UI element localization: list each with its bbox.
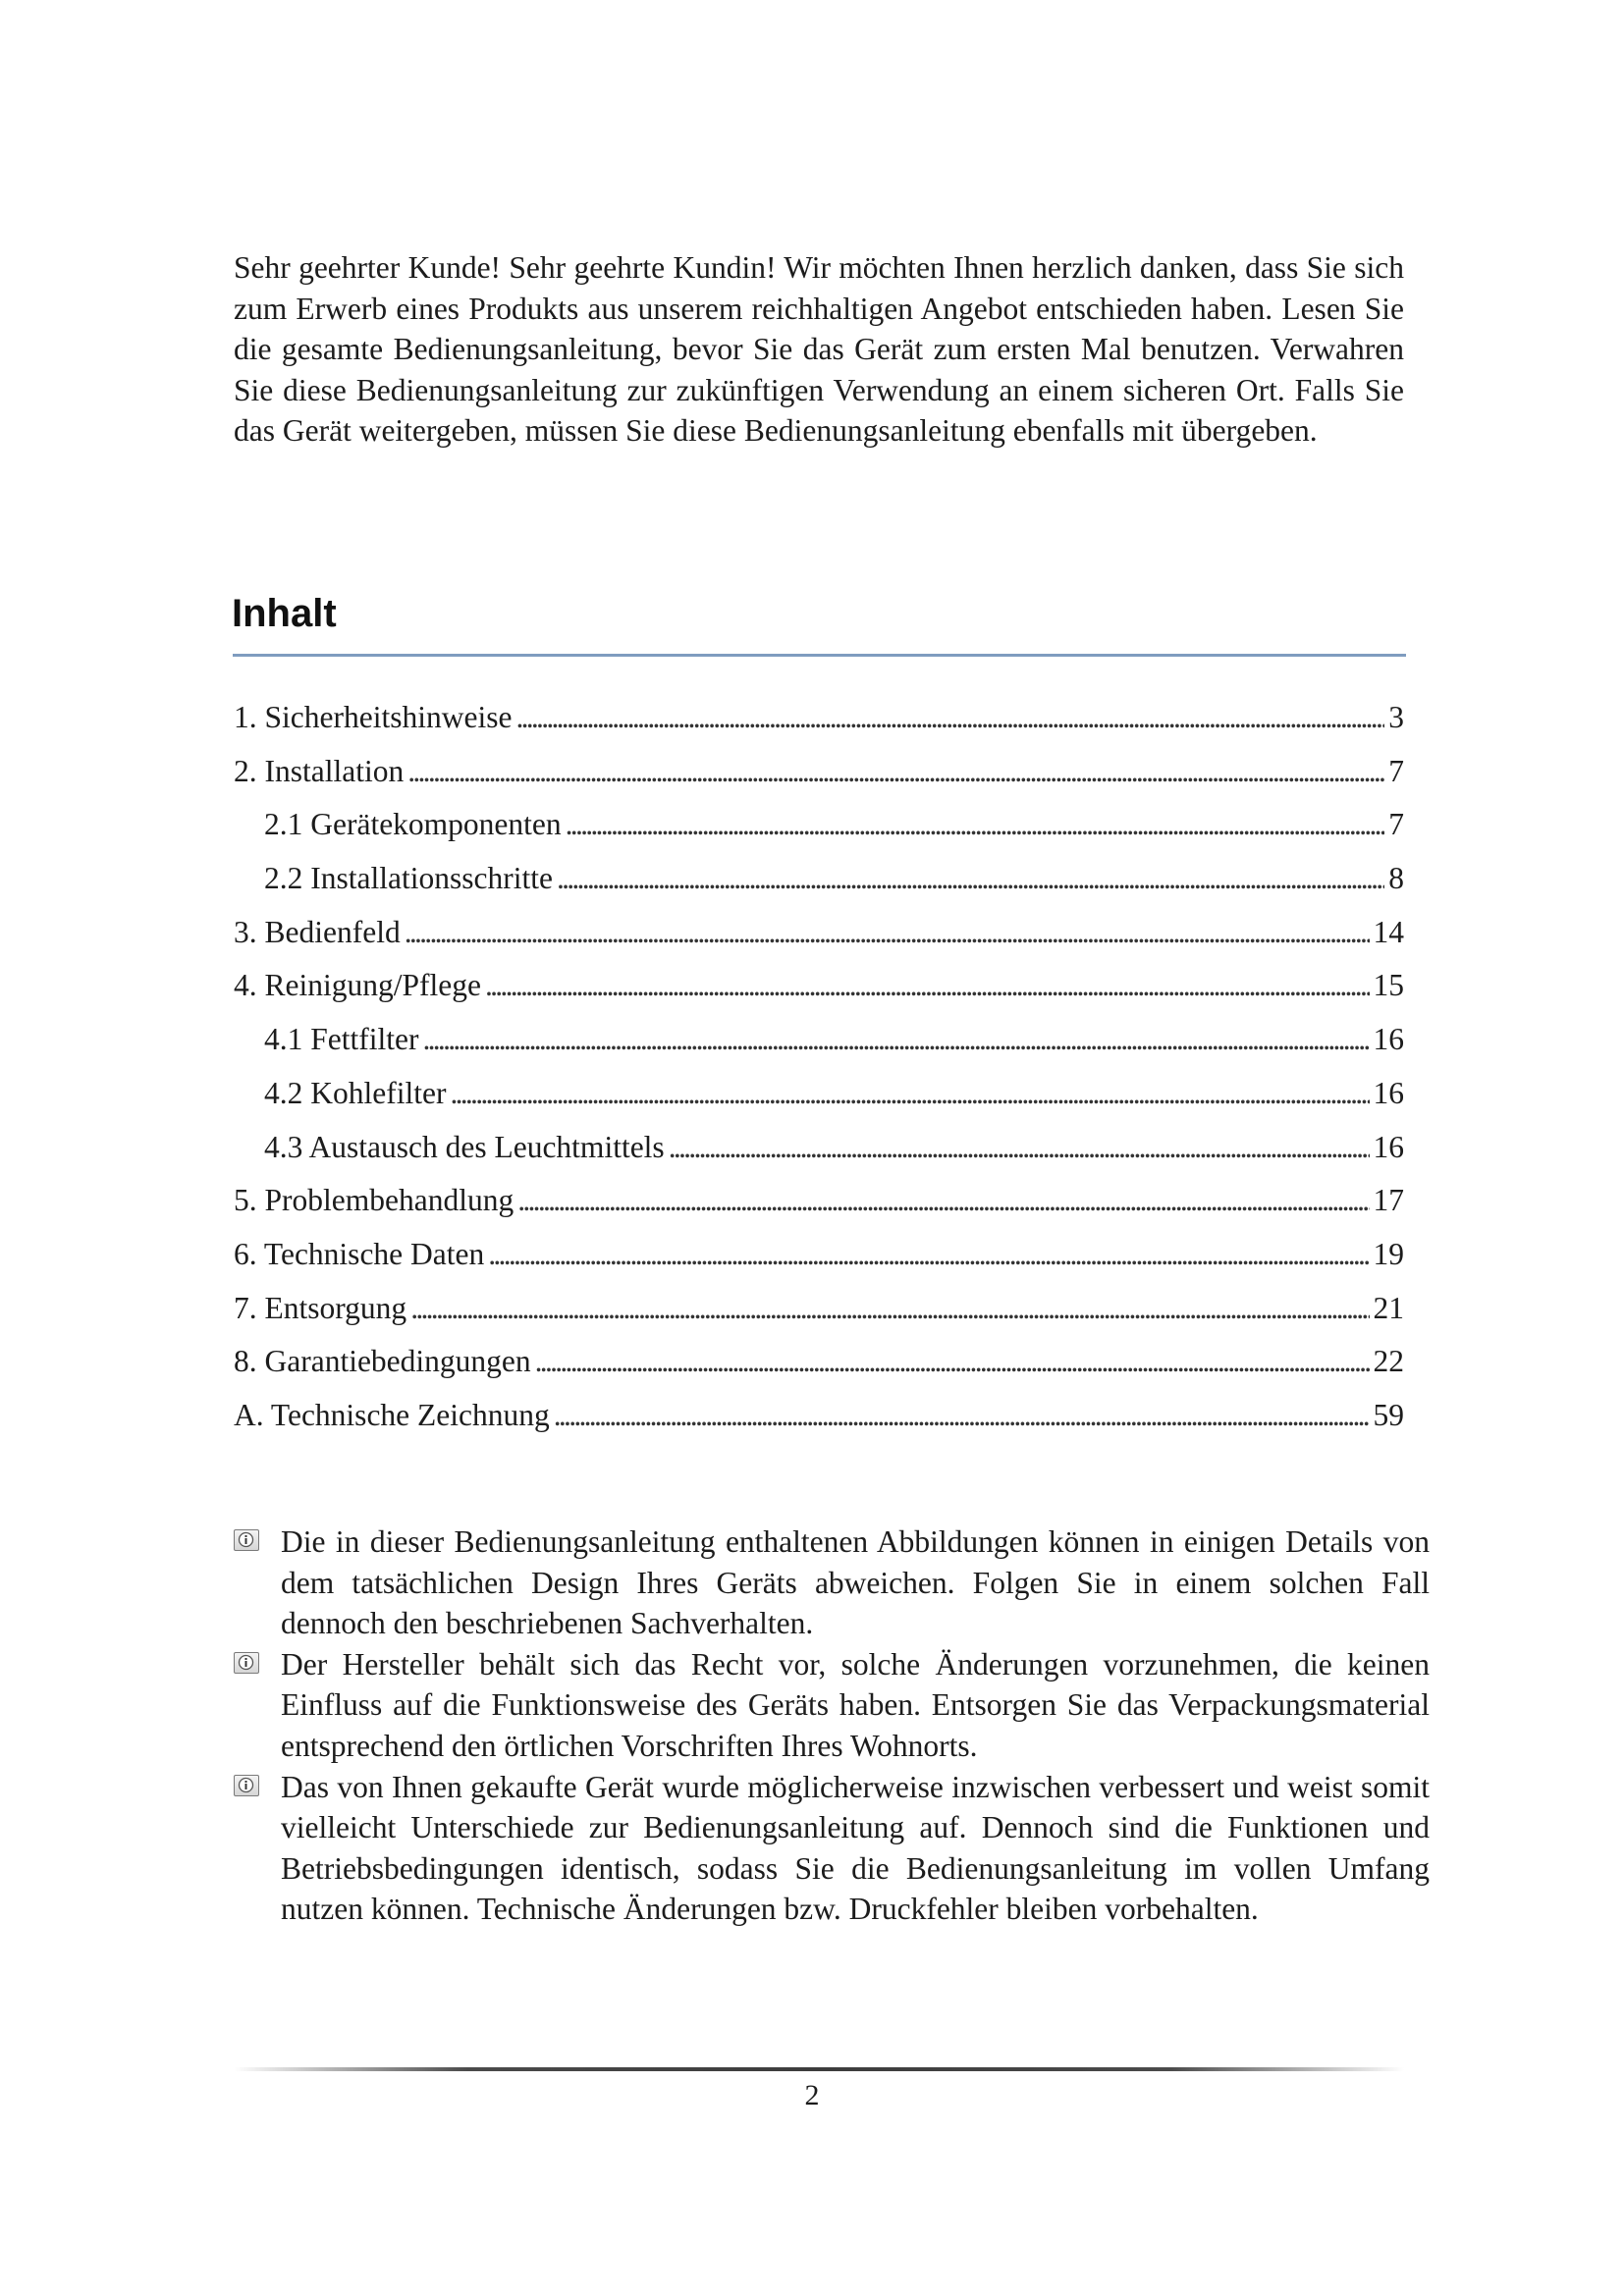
toc-divider <box>233 654 1406 657</box>
info-icon <box>234 1652 259 1674</box>
toc-dot-leader <box>422 1020 1369 1059</box>
toc-entry-title: 1. Sicherheitshinweise <box>234 700 513 734</box>
toc-entry-title: 4.3 Austausch des Leuchtmittels <box>264 1129 665 1164</box>
toc-entry-page: 16 <box>1373 1129 1404 1164</box>
toc-entry-page: 16 <box>1373 1022 1404 1057</box>
toc-dot-leader <box>407 752 1384 791</box>
toc-dot-leader <box>488 1235 1369 1274</box>
info-note <box>234 1522 1430 1644</box>
toc-dot-leader <box>450 1074 1369 1113</box>
toc-entry-page: 15 <box>1373 968 1404 1003</box>
toc-heading: Inhalt <box>232 592 337 635</box>
toc-entry-title: 4.1 Fettfilter <box>264 1022 419 1057</box>
toc-subentry[interactable] <box>234 805 1404 859</box>
info-note-text: Das von Ihnen gekaufte Gerät wurde möglicherweise inzwischen verbessert und weist somit vielleicht Unterschiede zur Bedienungsanleitung auf. Dennoch sind die Funktionen und Betriebsbedingungen identisch, sodass Sie die Bedienungsanleitung im vollen Umfang nutzen können. Technische Änderungen bzw. Druckfehler bleiben vorbehalten. <box>281 1769 1430 1927</box>
toc-entry-page: 14 <box>1373 914 1404 949</box>
toc-dot-leader <box>485 966 1370 1005</box>
toc-entry-page: 59 <box>1373 1397 1404 1432</box>
table-of-contents <box>234 698 1404 1450</box>
toc-subentry[interactable] <box>234 859 1404 913</box>
info-icon <box>234 1529 259 1551</box>
intro-paragraph: Sehr geehrter Kunde! Sehr geehrte Kundin! Wir möchten Ihnen herzlich danken, dass Sie sich zum Erwerb eines Produkts aus unserem reichhaltigen Angebot entschieden haben. Lesen Sie die gesamte Bedienungsanleitung, bevor Sie das Gerät zum ersten Mal benutzen. Verwahren Sie diese Bedienungsanleitung zur zukünftigen Verwendung an einem sicheren Ort. Falls Sie das Gerät weitergeben, müssen Sie diese Bedienungsanleitung ebenfalls mit übergeben. <box>234 250 1404 449</box>
toc-entry-title: 2.2 Installationsschritte <box>264 861 553 896</box>
info-icon <box>234 1775 259 1796</box>
toc-dot-leader <box>517 1181 1369 1220</box>
toc-entry[interactable] <box>234 1181 1404 1235</box>
toc-entry-title: 5. Problembehandlung <box>234 1183 514 1218</box>
toc-entry[interactable] <box>234 966 1404 1020</box>
toc-dot-leader <box>535 1342 1370 1381</box>
toc-entry[interactable] <box>234 1342 1404 1396</box>
toc-entry-page: 19 <box>1373 1236 1404 1271</box>
toc-entry-title: 2. Installation <box>234 753 405 788</box>
toc-subentry[interactable] <box>234 1128 1404 1182</box>
toc-entry-page: 22 <box>1373 1344 1404 1379</box>
info-note <box>234 1644 1430 1767</box>
footer-divider <box>234 2067 1404 2071</box>
toc-entry-page: 7 <box>1388 753 1404 788</box>
toc-entry[interactable] <box>234 1235 1404 1289</box>
toc-entry[interactable] <box>234 913 1404 967</box>
info-notes <box>234 1522 1430 1930</box>
toc-entry-page: 17 <box>1373 1183 1404 1218</box>
toc-entry-title: 3. Bedienfeld <box>234 914 401 949</box>
toc-entry-title: 7. Entsorgung <box>234 1290 407 1325</box>
toc-dot-leader <box>669 1128 1370 1167</box>
toc-dot-leader <box>405 913 1370 952</box>
toc-entry-title: 4. Reinigung/Pflege <box>234 968 481 1003</box>
toc-entry-title: 2.1 Gerätekomponenten <box>264 807 562 842</box>
toc-entry[interactable] <box>234 752 1404 806</box>
toc-entry-title: 6. Technische Daten <box>234 1236 485 1271</box>
toc-dot-leader <box>410 1289 1369 1328</box>
toc-dot-leader <box>566 805 1385 844</box>
toc-entry-page: 3 <box>1388 700 1404 734</box>
toc-entry-title: 4.2 Kohlefilter <box>264 1075 447 1110</box>
toc-entry[interactable] <box>234 1396 1404 1450</box>
toc-entry-title: A. Technische Zeichnung <box>234 1397 550 1432</box>
toc-entry[interactable] <box>234 698 1404 752</box>
toc-dot-leader <box>557 859 1384 898</box>
page-number: 2 <box>804 2079 820 2111</box>
toc-entry-page: 8 <box>1388 861 1404 896</box>
toc-dot-leader <box>554 1396 1370 1435</box>
toc-subentry[interactable] <box>234 1074 1404 1128</box>
toc-entry[interactable] <box>234 1289 1404 1343</box>
toc-entry-page: 7 <box>1388 807 1404 842</box>
toc-entry-page: 21 <box>1373 1290 1404 1325</box>
toc-entry-title: 8. Garantiebedingungen <box>234 1344 531 1379</box>
toc-dot-leader <box>515 698 1384 737</box>
info-note <box>234 1767 1430 1930</box>
info-note-text: Der Hersteller behält sich das Recht vor, solche Änderungen vorzunehmen, die keinen Einfluss auf die Funktionsweise des Geräts haben. Entsorgen Sie das Verpackungsmaterial entsprechend den örtlichen Vorschriften Ihres Wohnorts. <box>281 1646 1430 1763</box>
toc-subentry[interactable] <box>234 1020 1404 1074</box>
info-note-text: Die in dieser Bedienungsanleitung enthaltenen Abbildungen können in einigen Details von dem tatsächlichen Design Ihres Geräts abweichen. Folgen Sie in einem solchen Fall dennoch den beschriebenen Sachverhalten. <box>281 1524 1430 1641</box>
toc-entry-page: 16 <box>1373 1075 1404 1110</box>
